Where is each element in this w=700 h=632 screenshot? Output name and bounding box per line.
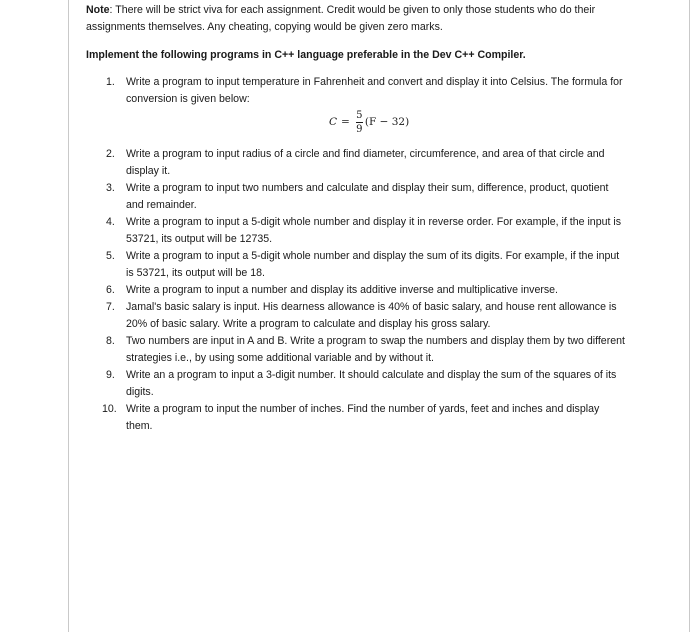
- task-text: Write an a program to input a 3-digit number. It should calculate and display the sum of the squares of its digits.: [126, 369, 617, 398]
- instructions-heading: Implement the following programs in C++ language preferable in the Dev C++ Compiler.: [86, 49, 526, 61]
- left-border-line: [68, 0, 69, 632]
- fraction-bar: [356, 122, 363, 123]
- task-item-10: [86, 401, 626, 435]
- task-item-8: [86, 333, 626, 367]
- task-text: Write a program to input the number of inches. Find the number of yards, feet and inches and display them.: [126, 403, 600, 432]
- fraction-numerator: 5: [356, 110, 363, 121]
- formula-equals: =: [341, 116, 350, 128]
- task-number: 6.: [106, 284, 115, 296]
- formula-lhs: C: [329, 116, 338, 128]
- note-text: : There will be strict viva for each assignment. Credit would be given to only those students who do their assignments themselves. Any cheating, copying would be given zero marks.: [86, 4, 596, 33]
- assignment-document: [86, 2, 626, 435]
- task-text: Write a program to input a 5-digit whole number and display it in reverse order. For example, if the input is 53721, its output will be 12735.: [126, 216, 622, 245]
- task-text: Write a program to input radius of a circle and find diameter, circumference, and area of that circle and display it.: [126, 148, 605, 177]
- task-number: 9.: [106, 369, 115, 381]
- task-number: 8.: [106, 335, 115, 347]
- task-number: 7.: [106, 301, 115, 313]
- note-label: Note: [86, 4, 110, 16]
- formula-block: [126, 108, 626, 146]
- task-item-1: [86, 74, 626, 146]
- fraction-denominator: 9: [356, 124, 363, 135]
- task-text: Write a program to input two numbers and calculate and display their sum, difference, product, quotient and remainder.: [126, 182, 609, 211]
- task-number: 1.: [106, 76, 115, 88]
- task-item-4: [86, 214, 626, 248]
- task-number: 2.: [106, 148, 115, 160]
- task-item-9: [86, 367, 626, 401]
- task-item-7: [86, 299, 626, 333]
- task-number: 5.: [106, 250, 115, 262]
- task-text: Two numbers are input in A and B. Write a program to swap the numbers and display them by two different strategies i.e., by using some additional variable and by without it.: [126, 335, 625, 364]
- task-item-2: [86, 146, 626, 180]
- celsius-formula: [329, 110, 409, 135]
- task-number: 10.: [102, 403, 117, 415]
- task-text: Jamal's basic salary is input. His dearness allowance is 40% of basic salary, and house rent allowance is 20% of basic salary. Write a program to calculate and display his gross salary.: [126, 301, 617, 330]
- task-text: Write a program to input a number and display its additive inverse and multiplicative inverse.: [126, 284, 559, 296]
- task-number: 3.: [106, 182, 115, 194]
- task-item-5: [86, 248, 626, 282]
- formula-rhs: (F − 32): [364, 116, 410, 128]
- note-paragraph: [86, 2, 626, 36]
- task-text: Write a program to input a 5-digit whole number and display the sum of its digits. For example, if the input is 53721, its output will be 18.: [126, 250, 620, 279]
- task-text: Write a program to input temperature in Fahrenheit and convert and display it into Celsius. The formula for conversion is given below:: [126, 76, 623, 105]
- task-number: 4.: [106, 216, 115, 228]
- right-border-line: [689, 0, 690, 632]
- formula-fraction: [356, 110, 363, 135]
- task-item-6: [86, 282, 626, 299]
- task-list: [86, 74, 626, 435]
- task-item-3: [86, 180, 626, 214]
